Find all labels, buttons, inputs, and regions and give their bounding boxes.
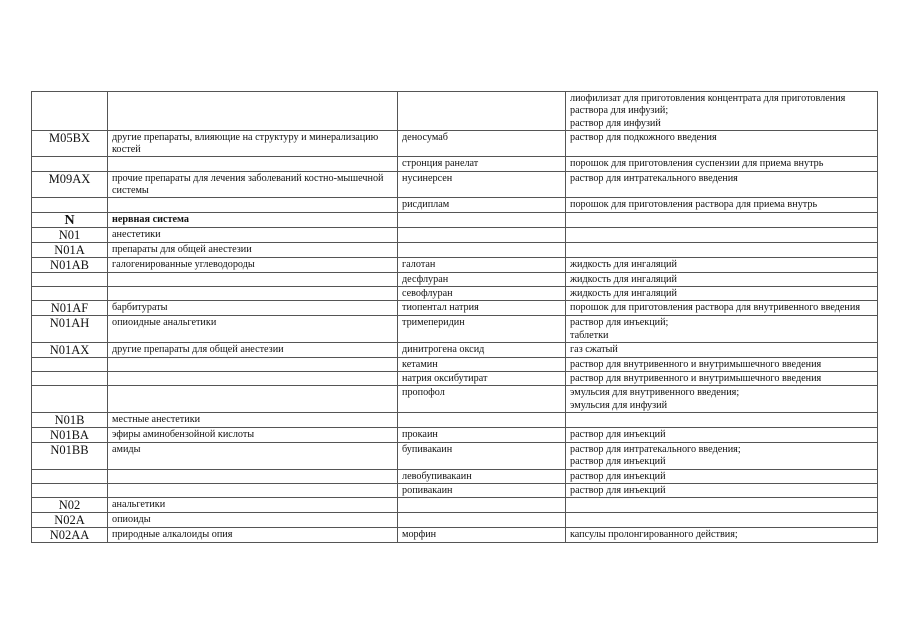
dosage-form-cell xyxy=(566,242,878,257)
dosage-form-line: раствор для инъекций; xyxy=(570,317,669,329)
dosage-form-cell xyxy=(566,342,878,357)
dosage-form-line: раствор для инъекций xyxy=(570,429,666,441)
table-row xyxy=(32,357,878,371)
dosage-form-cell xyxy=(566,227,878,242)
dosage-form-cell xyxy=(566,413,878,428)
drug-name-cell: пропофол xyxy=(398,386,566,413)
group-name-cell: анальгетики xyxy=(108,498,398,513)
dosage-form-line: эмульсия для инфузий xyxy=(570,399,668,411)
table-row xyxy=(32,130,878,157)
dosage-form-line: раствор для интратекального введения; xyxy=(570,444,741,456)
dosage-form-line: раствор для инфузий xyxy=(570,117,661,129)
atc-code-cell: N01BB xyxy=(32,443,108,470)
atc-code-cell: N01AF xyxy=(32,301,108,316)
atc-code-cell: N01AX xyxy=(32,342,108,357)
dosage-form-line: эмульсия для внутривенного введения; xyxy=(570,387,740,399)
drug-table xyxy=(31,91,878,543)
dosage-form-cell xyxy=(566,528,878,543)
dosage-form-line: таблетки xyxy=(570,329,609,341)
dosage-form-line: раствор для инъекций xyxy=(570,456,666,468)
atc-code-cell: N02AA xyxy=(32,528,108,543)
dosage-form-line: жидкость для ингаляций xyxy=(570,273,677,285)
table-row xyxy=(32,257,878,272)
atc-code-cell: N02A xyxy=(32,513,108,528)
dosage-form-cell xyxy=(566,469,878,483)
drug-name-cell: севофлуран xyxy=(398,286,566,300)
table-row xyxy=(32,242,878,257)
group-name-cell: препараты для общей анестезии xyxy=(108,242,398,257)
atc-code-cell: N01A xyxy=(32,242,108,257)
dosage-form-cell xyxy=(566,212,878,227)
atc-code-cell xyxy=(32,92,108,131)
drug-name-cell xyxy=(398,242,566,257)
table-row xyxy=(32,443,878,470)
drug-name-cell xyxy=(398,227,566,242)
table-row xyxy=(32,198,878,212)
atc-code-cell xyxy=(32,357,108,371)
dosage-form-cell xyxy=(566,171,878,198)
group-name-cell xyxy=(108,286,398,300)
dosage-form-cell xyxy=(566,443,878,470)
table-row xyxy=(32,272,878,286)
table-row xyxy=(32,286,878,300)
dosage-form-cell xyxy=(566,386,878,413)
group-name-cell: опиоидные анальгетики xyxy=(108,316,398,343)
atc-code-cell xyxy=(32,372,108,386)
dosage-form-line: раствор для подкожного введения xyxy=(570,131,717,143)
atc-code-cell xyxy=(32,469,108,483)
atc-code-cell: N01B xyxy=(32,413,108,428)
atc-code-cell xyxy=(32,157,108,171)
drug-name-cell xyxy=(398,212,566,227)
atc-code-cell: M05BX xyxy=(32,130,108,157)
drug-name-cell: нусинерсен xyxy=(398,171,566,198)
drug-name-cell xyxy=(398,498,566,513)
drug-name-cell: рисдиплам xyxy=(398,198,566,212)
drug-name-cell: прокаин xyxy=(398,428,566,443)
dosage-form-cell xyxy=(566,513,878,528)
group-name-cell: местные анестетики xyxy=(108,413,398,428)
table-row xyxy=(32,469,878,483)
table-row xyxy=(32,498,878,513)
drug-name-cell xyxy=(398,92,566,131)
group-name-cell xyxy=(108,483,398,497)
dosage-form-cell xyxy=(566,198,878,212)
group-name-cell xyxy=(108,372,398,386)
group-name-cell: опиоиды xyxy=(108,513,398,528)
atc-code-cell xyxy=(32,483,108,497)
group-name-cell: барбитураты xyxy=(108,301,398,316)
table-row xyxy=(32,342,878,357)
drug-name-cell: натрия оксибутират xyxy=(398,372,566,386)
atc-code-cell xyxy=(32,386,108,413)
dosage-form-line: порошок для приготовления раствора для приема внутрь xyxy=(570,199,818,211)
table-row xyxy=(32,386,878,413)
table-row xyxy=(32,301,878,316)
dosage-form-cell xyxy=(566,157,878,171)
atc-code-cell xyxy=(32,286,108,300)
atc-code-cell: N01 xyxy=(32,227,108,242)
atc-code-cell: N02 xyxy=(32,498,108,513)
group-name-cell xyxy=(108,198,398,212)
dosage-form-line: газ сжатый xyxy=(570,343,618,355)
table-row xyxy=(32,92,878,131)
table-row xyxy=(32,372,878,386)
table-body xyxy=(32,92,878,543)
group-name-cell: амиды xyxy=(108,443,398,470)
drug-name-cell: галотан xyxy=(398,257,566,272)
dosage-form-line: порошок для приготовления раствора для внутривенного введения xyxy=(570,302,861,314)
drug-name-cell: бупивакаин xyxy=(398,443,566,470)
atc-code-cell xyxy=(32,272,108,286)
dosage-form-cell xyxy=(566,130,878,157)
drug-name-cell: морфин xyxy=(398,528,566,543)
dosage-form-cell xyxy=(566,301,878,316)
group-name-cell: анестетики xyxy=(108,227,398,242)
group-name-cell: нервная система xyxy=(108,212,398,227)
group-name-cell: эфиры аминобензойной кислоты xyxy=(108,428,398,443)
drug-name-cell xyxy=(398,413,566,428)
group-name-cell: природные алкалоиды опия xyxy=(108,528,398,543)
dosage-form-cell xyxy=(566,92,878,131)
dosage-form-line: жидкость для ингаляций xyxy=(570,287,677,299)
drug-name-cell: ропивакаин xyxy=(398,483,566,497)
table-row xyxy=(32,428,878,443)
group-name-cell xyxy=(108,469,398,483)
dosage-form-cell xyxy=(566,498,878,513)
dosage-form-line: раствор для инъекций xyxy=(570,470,666,482)
dosage-form-cell xyxy=(566,428,878,443)
table-row xyxy=(32,212,878,227)
group-name-cell: другие препараты, влияющие на структуру и минерализацию костей xyxy=(108,130,398,157)
drug-name-cell: стронция ранелат xyxy=(398,157,566,171)
atc-code-cell: N01AH xyxy=(32,316,108,343)
table-row xyxy=(32,413,878,428)
drug-name-cell: десфлуран xyxy=(398,272,566,286)
group-name-cell xyxy=(108,92,398,131)
dosage-form-cell xyxy=(566,372,878,386)
drug-name-cell: кетамин xyxy=(398,357,566,371)
group-name-cell xyxy=(108,386,398,413)
group-name-cell xyxy=(108,357,398,371)
table-row xyxy=(32,483,878,497)
atc-code-cell xyxy=(32,198,108,212)
dosage-form-cell xyxy=(566,257,878,272)
drug-name-cell: тиопентал натрия xyxy=(398,301,566,316)
dosage-form-line: лиофилизат для приготовления концентрата для приготовления раствора для инфузий; xyxy=(570,93,846,117)
drug-name-cell: деносумаб xyxy=(398,130,566,157)
atc-code-cell: N xyxy=(32,212,108,227)
group-name-cell xyxy=(108,272,398,286)
table-row xyxy=(32,157,878,171)
atc-code-cell: N01AB xyxy=(32,257,108,272)
drug-name-cell: тримеперидин xyxy=(398,316,566,343)
dosage-form-cell xyxy=(566,272,878,286)
group-name-cell xyxy=(108,157,398,171)
dosage-form-cell xyxy=(566,316,878,343)
dosage-form-line: раствор для внутривенного и внутримышечного введения xyxy=(570,358,822,370)
dosage-form-cell xyxy=(566,286,878,300)
dosage-form-cell xyxy=(566,357,878,371)
dosage-form-line: капсулы пролонгированного действия; xyxy=(570,529,738,541)
table-row xyxy=(32,227,878,242)
table-row xyxy=(32,513,878,528)
dosage-form-cell xyxy=(566,483,878,497)
dosage-form-line: раствор для интратекального введения xyxy=(570,172,738,184)
table-row xyxy=(32,528,878,543)
group-name-cell: прочие препараты для лечения заболеваний костно-мышечной системы xyxy=(108,171,398,198)
dosage-form-line: жидкость для ингаляций xyxy=(570,258,677,270)
dosage-form-line: раствор для внутривенного и внутримышечного введения xyxy=(570,373,822,385)
atc-code-cell: M09AX xyxy=(32,171,108,198)
drug-name-cell xyxy=(398,513,566,528)
table-row xyxy=(32,171,878,198)
atc-code-cell: N01BA xyxy=(32,428,108,443)
group-name-cell: другие препараты для общей анестезии xyxy=(108,342,398,357)
drug-name-cell: динитрогена оксид xyxy=(398,342,566,357)
drug-name-cell: левобупивакаин xyxy=(398,469,566,483)
group-name-cell: галогенированные углеводороды xyxy=(108,257,398,272)
dosage-form-line: порошок для приготовления суспензии для приема внутрь xyxy=(570,158,824,170)
dosage-form-line: раствор для инъекций xyxy=(570,484,666,496)
table-row xyxy=(32,316,878,343)
